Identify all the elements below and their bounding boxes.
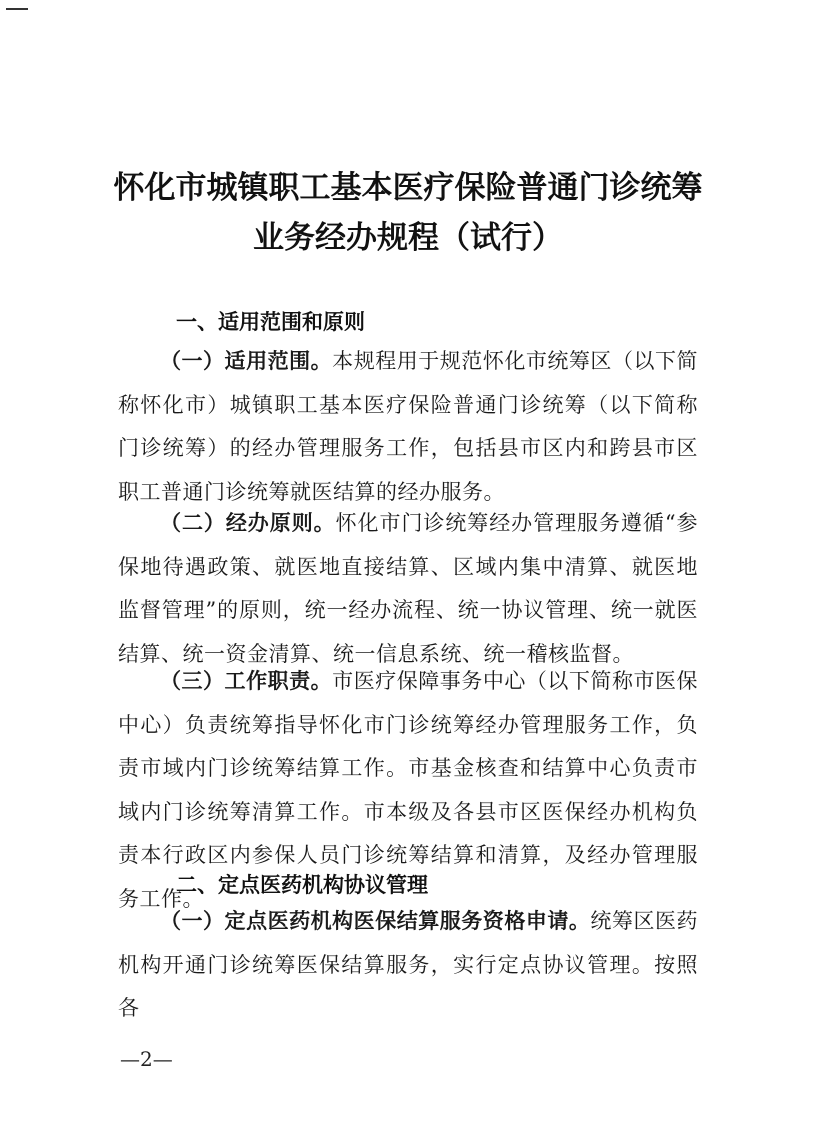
paragraph-qualification	[118, 900, 698, 1031]
paragraph-text: 本规程用于规范怀化市统筹区（以下简称怀化市）城镇职工基本医疗保险普通门诊统筹（以下简称门诊统筹）的经办管理服务工作，包括县市区内和跨县市区职工普通门诊统筹就医结算的经办服务。	[118, 349, 699, 504]
paragraph-lead: （一）适用范围。	[160, 349, 333, 373]
page-number: —2—	[120, 1047, 173, 1071]
paragraph-scope	[118, 340, 698, 514]
paragraph-lead: （二）经办原则。	[160, 511, 336, 535]
paragraph-lead: （一）定点医药机构医保结算服务资格申请。	[160, 909, 591, 933]
section-heading-2: 二、定点医药机构协议管理	[176, 873, 428, 897]
paragraph-text: 统筹区医药机构开通门诊统筹医保结算服务，实行定点协议管理。按照各	[118, 909, 699, 1020]
paragraph-principles	[118, 502, 698, 676]
paragraph-text: 怀化市门诊统筹经办管理服务遵循“参保地待遇政策、就医地直接结算、区域内集中清算、就医地监督管理”的原则，统一经办流程、统一协议管理、统一就医结算、统一资金清算、统一信息系统、统一稽核监督。	[118, 511, 699, 666]
document-title-line-2: 业务经办规程（试行）	[253, 220, 563, 256]
paragraph-text: 市医疗保障事务中心（以下简称市医保中心）负责统筹指导怀化市门诊统筹经办管理服务工作，负责市域内门诊统筹结算工作。市基金核查和结算中心负责市域内门诊统筹清算工作。市本级及各县市区医保经办机构负责本行政区内参保人员门诊统筹结算和清算，及经办管理服务工作。	[118, 669, 699, 911]
paragraph-lead: （三）工作职责。	[160, 669, 333, 693]
document-title-line-1: 怀化市城镇职工基本医疗保险普通门诊统筹	[113, 170, 703, 206]
section-heading-1: 一、适用范围和原则	[176, 310, 365, 334]
scan-corner-mark	[6, 8, 28, 10]
